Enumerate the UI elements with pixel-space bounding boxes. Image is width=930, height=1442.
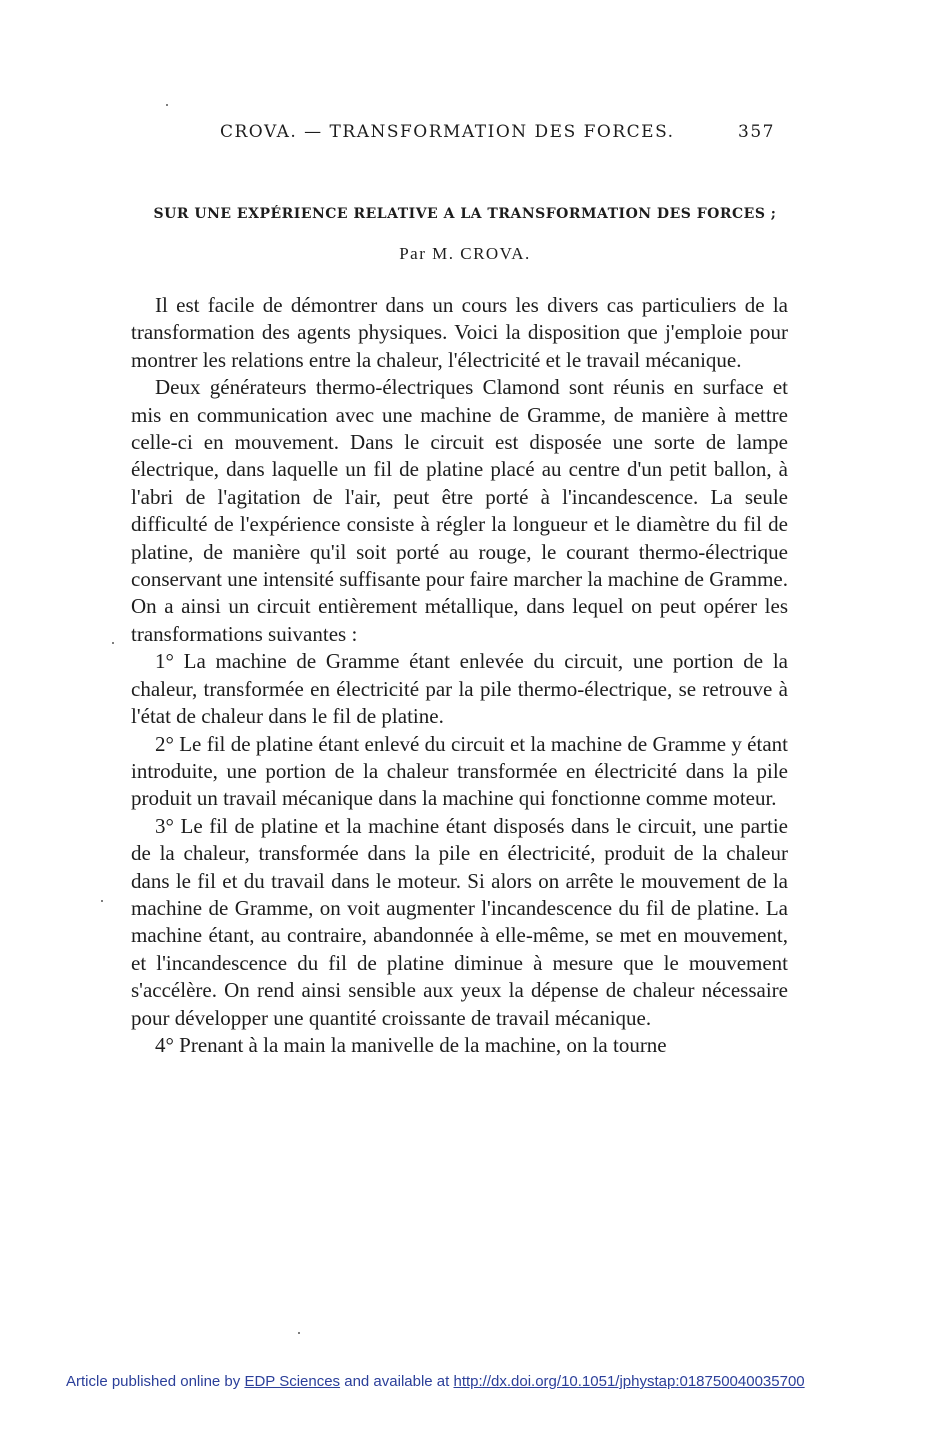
article-body [131, 292, 788, 1059]
scan-speck [298, 1332, 300, 1334]
paragraph: Il est facile de démontrer dans un cours les divers cas particuliers de la transformation des agents physiques. Voici la disposition que j'emploie pour montrer les relations entre la chaleur, l'électricité et le travail mécanique. [131, 293, 788, 372]
footer-prefix: Article published online by [66, 1373, 241, 1390]
publisher-link[interactable]: EDP Sciences [244, 1373, 341, 1390]
paragraph: 1° La machine de Gramme étant enlevée du circuit, une portion de la chaleur, transformée en électricité par la pile thermo-électrique, se retrouve à l'état de chaleur dans le fil de platine. [131, 649, 788, 729]
paragraph: 3° Le fil de platine et la machine étant disposés dans le circuit, une partie de la chaleur, transformée dans la pile en électricité, produit de la chaleur dans le fil et du travail dans le moteur. Si alors on arrête le mouvement de la machine de Gramme, on voit augmenter l'incandescence du fil de platine. La machine étant, au contraire, abandonnée à elle-même, se met en mouvement, et l'incandescence du fil de platine diminue à mesure que le mouvement s'accélère. On rend ainsi sensible aux yeux la dépense de chaleur nécessaire pour développer une quantité croissante de travail mécanique. [131, 813, 788, 1030]
running-title: CROVA. — TRANSFORMATION DES FORCES. [220, 122, 675, 142]
paragraph: Deux générateurs thermo-électriques Clamond sont réunis en surface et mis en communication avec une machine de Gramme, de manière à mettre celle-ci en mouvement. Dans le circuit est disposée une sorte de lampe électrique, dans laquelle un fil de platine placé au centre d'un petit ballon, à l'abri de l'agitation de l'air, peut être porté à l'incandescence. La seule difficulté de l'expérience consiste à régler la longueur et le diamètre du fil de platine, de manière qu'il soit porté au rouge, le courant thermo-électrique conservant une intensité suffisante pour faire marcher la machine de Gramme. On a ainsi un circuit entièrement métallique, dans lequel on peut opérer les transformations suivantes : [131, 375, 788, 646]
article-byline: Par M. CROVA. [399, 244, 531, 263]
publication-footer [66, 1373, 886, 1390]
running-head [220, 122, 775, 142]
doi-link[interactable]: http://dx.doi.org/10.1051/jphystap:018750040035700 [453, 1373, 805, 1390]
paragraph: 4° Prenant à la main la manivelle de la machine, on la tourne [155, 1032, 667, 1057]
footer-middle: and available at [344, 1373, 450, 1390]
article-title: SUR UNE EXPÉRIENCE RELATIVE A LA TRANSFORMATION DES FORCES ; [153, 206, 777, 222]
scan-speck [101, 900, 103, 902]
page-number: 357 [738, 122, 775, 142]
scan-speck [166, 104, 168, 106]
scan-speck [112, 642, 114, 644]
paragraph: 2° Le fil de platine étant enlevé du circuit et la machine de Gramme y étant introduite, une portion de la chaleur transformée en électricité dans la pile produit un travail mécanique dans la machine qui fonctionne comme moteur. [131, 731, 788, 811]
